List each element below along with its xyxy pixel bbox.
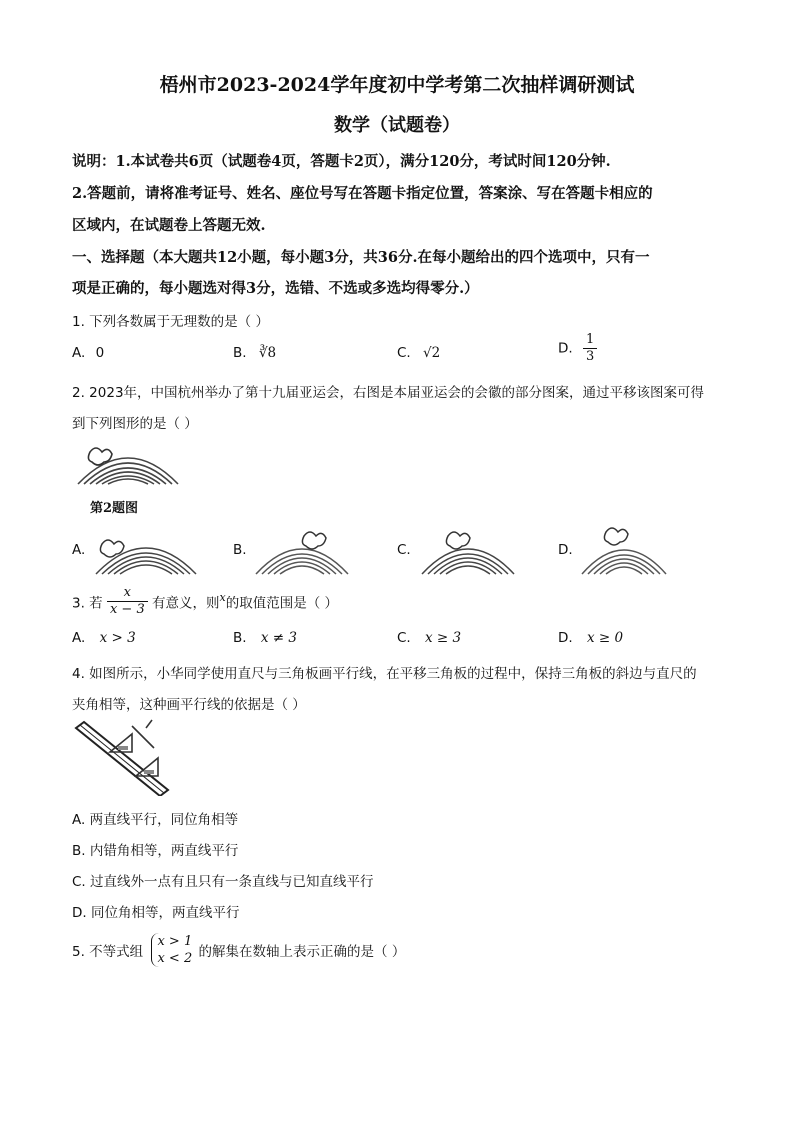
section-heading-line-1: 一、选择题（本大题共12小题，每小题3分，共36分.在每小题给出的四个选项中，只有一 [72, 249, 650, 266]
q5-stem-prefix: 5. 不等式组 [72, 944, 144, 960]
q2-option-c-figure [418, 522, 518, 578]
q2-stem-line-1: 2. 2023年，中国杭州举办了第十九届亚运会，右图是本届亚运会的会徽的部分图案，通过平移该图案可得 [72, 385, 705, 401]
q3-stem-prefix: 3. 若 [72, 595, 103, 612]
q4-option-a: A. 两直线平行，同位角相等 [72, 812, 239, 828]
q4-stem-line-2: 夹角相等，这种画平行线的依据是（ ） [72, 697, 306, 713]
q3-option-c [397, 630, 461, 646]
q3-option-b [233, 630, 297, 646]
q2-option-a-figure [92, 522, 200, 578]
q2-option-d-label: D. [558, 542, 573, 558]
q2-option-b-label: B. [233, 542, 247, 558]
q1-option-a-value: 0 [95, 345, 105, 361]
q1-option-c [397, 345, 440, 361]
q3-option-d [558, 630, 623, 646]
q4-option-b: B. 内错角相等，两直线平行 [72, 843, 239, 859]
q5-inequality-1: x > 1 [157, 934, 193, 949]
q4-option-d: D. 同位角相等，两直线平行 [72, 905, 240, 921]
q3-option-b-value: x ≠ 3 [260, 630, 297, 646]
instructions-line-1: 说明：1.本试卷共6页（试题卷4页，答题卡2页），满分120分，考试时间120分钟. [72, 153, 611, 170]
q3-option-a-value: x > 3 [99, 630, 136, 646]
q2-option-c-label: C. [397, 542, 411, 558]
q2-option-b-figure [252, 522, 352, 578]
q3-option-a-label: A. [72, 630, 86, 646]
q3-fraction-denominator: x − 3 [109, 602, 145, 617]
section-heading-line-2: 项是正确的，每小题选对得3分，选错、不选或多选均得零分.） [72, 280, 479, 297]
q1-option-a-label: A. [72, 345, 86, 361]
q3-stem-variable: x [219, 591, 226, 604]
q2-figure-caption: 第2题图 [90, 501, 139, 516]
q3-fraction-numerator: x [107, 585, 148, 602]
q1-option-d-fraction [583, 332, 597, 365]
exam-title: 梧州市2023-2024学年度初中学考第二次抽样调研测试 [159, 74, 635, 96]
q1-option-d-denominator: 3 [585, 349, 595, 364]
q5-stem-suffix: 的解集在数轴上表示正确的是（ ） [198, 944, 406, 960]
instructions-line-2: 2.答题前，请将准考证号、姓名、座位号写在答题卡指定位置，答案涂、写在答题卡相应的 [72, 185, 653, 202]
ruler-and-triangle-figure [72, 718, 172, 796]
q3-option-c-value: x ≥ 3 [425, 630, 462, 646]
q3-option-a [72, 630, 136, 646]
q3-stem-suffix: 的取值范围是（ ） [225, 595, 339, 612]
q3-option-d-value: x ≥ 0 [586, 630, 624, 646]
q3-stem-middle: 有意义，则 [152, 595, 220, 612]
q2-stem-line-2: 到下列图形的是（ ） [72, 416, 198, 432]
instructions-line-3: 区域内，在试题卷上答题无效. [72, 217, 266, 234]
q3-option-d-label: D. [558, 630, 573, 646]
q4-option-c: C. 过直线外一点有且只有一条直线与已知直线平行 [72, 874, 374, 890]
q3-option-c-label: C. [397, 630, 411, 646]
q1-option-c-label: C. [397, 345, 411, 361]
q1-option-d [558, 332, 597, 365]
q3-fraction [107, 585, 148, 618]
q3-stem [72, 585, 338, 618]
q5-inequality-2: x < 2 [157, 951, 193, 966]
exam-subtitle: 数学（试题卷） [334, 115, 460, 136]
q5-stem [72, 933, 405, 967]
q1-option-a [72, 345, 104, 361]
q1-option-b-value: ∛8 [258, 345, 277, 361]
q1-option-d-label: D. [558, 340, 573, 357]
q3-option-b-label: B. [233, 630, 247, 646]
q5-inequality-system [151, 933, 192, 967]
q1-stem: 1. 下列各数属于无理数的是（ ） [72, 314, 269, 330]
q1-option-b-label: B. [233, 345, 247, 361]
q1-option-c-value: √2 [423, 345, 441, 361]
q4-stem-line-1: 4. 如图所示，小华同学使用直尺与三角板画平行线，在平移三角板的过程中，保持三角板的斜边与直尺的 [72, 666, 697, 682]
q2-option-d-figure [578, 522, 670, 578]
q1-option-d-numerator: 1 [583, 332, 597, 349]
q2-option-a-label: A. [72, 542, 86, 558]
q1-option-b [233, 345, 276, 361]
